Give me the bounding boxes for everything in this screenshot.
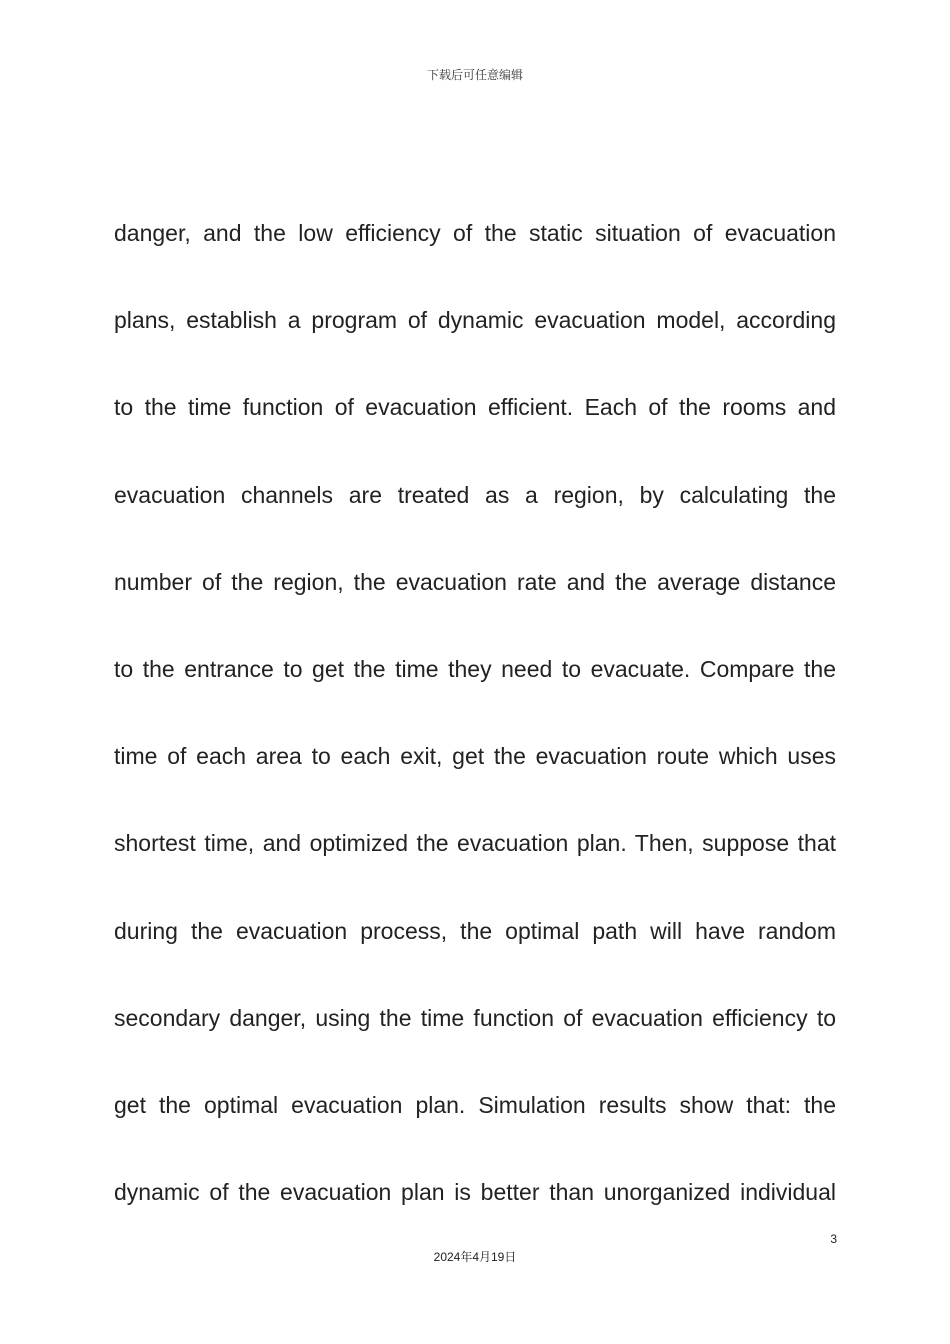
text-line: dynamic of the evacuation plan is better than unorganized individual [114,1179,836,1206]
text-line: plans, establish a program of dynamic evacuation model, according [114,307,836,334]
text-line: shortest time, and optimized the evacuation plan. Then, suppose that [114,830,836,857]
text-line: evacuation channels are treated as a region, by calculating the [114,481,836,508]
text-line: time of each area to each exit, get the evacuation route which uses [114,743,836,770]
text-line: to the entrance to get the time they need to evacuate. Compare the [114,655,836,682]
text-line: to the time function of evacuation efficient. Each of the rooms and [114,394,836,421]
text-line: during the evacuation process, the optimal path will have random [114,917,836,944]
footer-date: 2024年4月19日 [433,1250,517,1264]
text-line: secondary danger, using the time function of evacuation efficiency to [114,1004,836,1031]
text-line: get the optimal evacuation plan. Simulation results show that: the [114,1091,836,1118]
page-number: 3 [830,1232,837,1246]
body-paragraph [114,200,836,1246]
text-line: danger, and the low efficiency of the static situation of evacuation [114,220,836,246]
text-line: number of the region, the evacuation rate and the average distance [114,568,836,595]
page-header: 下载后可任意编辑 [426,68,523,82]
